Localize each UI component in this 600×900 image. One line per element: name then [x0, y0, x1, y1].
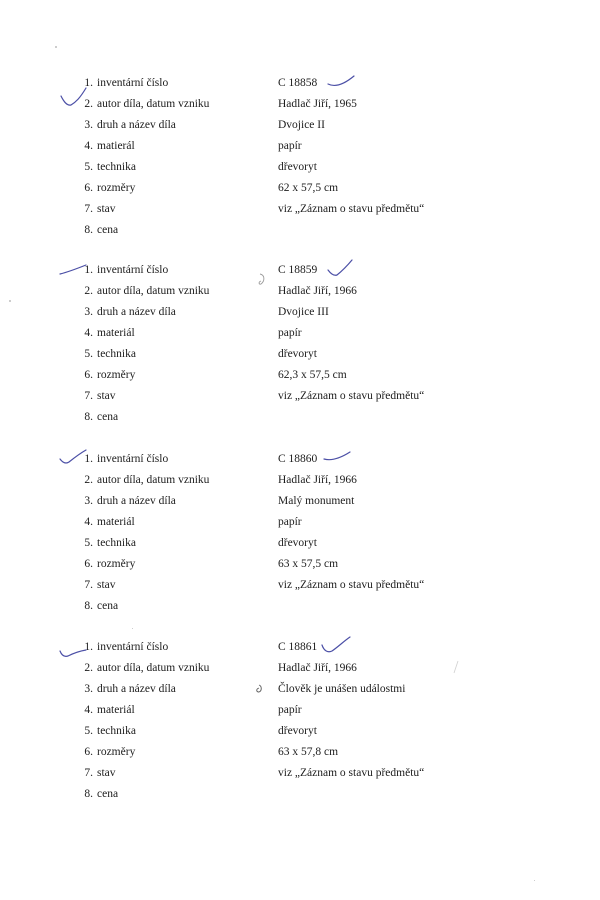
field-value: Hadlač Jiří, 1966: [278, 474, 357, 486]
field-row: [0, 199, 600, 219]
field-label: 2. autor díla, datum vzniku: [84, 474, 210, 486]
field-row: [0, 281, 600, 301]
field-row: [0, 533, 600, 553]
field-row: [0, 449, 600, 469]
field-value: viz „Záznam o stavu předmětu“: [278, 203, 425, 215]
field-value: C 18858: [278, 77, 318, 89]
field-value: Hadlač Jiří, 1965: [278, 98, 357, 110]
field-value: papír: [278, 327, 302, 339]
field-label: 1. inventární číslo: [84, 77, 169, 89]
field-label: 1. inventární číslo: [84, 453, 169, 465]
field-label: 2. autor díla, datum vzniku: [84, 285, 210, 297]
field-row: [0, 470, 600, 490]
field-value: viz „Záznam o stavu předmětu“: [278, 579, 425, 591]
field-row: [0, 157, 600, 177]
scan-speck: [55, 46, 57, 48]
field-row: [0, 386, 600, 406]
field-value: C 18860: [278, 453, 318, 465]
field-label: 5. technika: [84, 348, 136, 360]
field-row: [0, 115, 600, 135]
field-label: 4. matierál: [84, 140, 135, 152]
field-value: dřevoryt: [278, 161, 317, 173]
field-row: [0, 365, 600, 385]
field-label: 4. materiál: [84, 704, 135, 716]
field-label: 1. inventární číslo: [84, 264, 169, 276]
field-row: [0, 94, 600, 114]
field-value: Hadlač Jiří, 1966: [278, 662, 357, 674]
field-row: [0, 575, 600, 595]
field-row: [0, 658, 600, 678]
field-value: Dvojice II: [278, 119, 325, 131]
field-row: [0, 763, 600, 783]
field-row: [0, 700, 600, 720]
field-label: 4. materiál: [84, 516, 135, 528]
field-value: 63 x 57,8 cm: [278, 746, 339, 758]
scan-speck: [534, 880, 535, 881]
field-label: 6. rozměry: [84, 746, 136, 758]
field-label: 3. druh a název díla: [84, 306, 176, 318]
field-value: Dvojice III: [278, 306, 329, 318]
field-value: Hadlač Jiří, 1966: [278, 285, 357, 297]
field-value: C 18859: [278, 264, 318, 276]
field-row: [0, 721, 600, 741]
field-row: [0, 742, 600, 762]
field-row: [0, 637, 600, 657]
field-label: 6. rozměry: [84, 369, 136, 381]
field-label: 6. rozměry: [84, 558, 136, 570]
field-label: 7. stav: [84, 203, 116, 215]
field-label: 7. stav: [84, 579, 116, 591]
field-label: 8. cena: [84, 600, 119, 612]
field-value: papír: [278, 140, 302, 152]
field-row: [0, 178, 600, 198]
field-label: 2. autor díla, datum vzniku: [84, 662, 210, 674]
field-row: [0, 73, 600, 93]
field-value: 63 x 57,5 cm: [278, 558, 339, 570]
field-label: 2. autor díla, datum vzniku: [84, 98, 210, 110]
field-row: [0, 407, 600, 427]
field-label: 5. technika: [84, 161, 136, 173]
field-value: Malý monument: [278, 495, 355, 507]
field-label: 8. cena: [84, 411, 119, 423]
field-value: viz „Záznam o stavu předmětu“: [278, 767, 425, 779]
field-label: 5. technika: [84, 537, 136, 549]
field-row: [0, 679, 600, 699]
field-value: papír: [278, 704, 302, 716]
field-value: 62 x 57,5 cm: [278, 182, 339, 194]
field-label: 7. stav: [84, 767, 116, 779]
field-row: [0, 344, 600, 364]
field-value: dřevoryt: [278, 537, 317, 549]
field-row: [0, 260, 600, 280]
field-row: [0, 323, 600, 343]
field-value: Člověk je unášen událostmi: [278, 683, 406, 695]
field-label: 1. inventární číslo: [84, 641, 169, 653]
field-label: 7. stav: [84, 390, 116, 402]
field-row: [0, 491, 600, 511]
field-row: [0, 220, 600, 240]
field-row: [0, 784, 600, 804]
field-label: 8. cena: [84, 788, 119, 800]
field-row: [0, 554, 600, 574]
scan-speck: [132, 628, 133, 629]
field-value: viz „Záznam o stavu předmětu“: [278, 390, 425, 402]
field-label: 3. druh a název díla: [84, 683, 176, 695]
field-label: 5. technika: [84, 725, 136, 737]
field-row: [0, 512, 600, 532]
field-value: 62,3 x 57,5 cm: [278, 369, 347, 381]
field-label: 4. materiál: [84, 327, 135, 339]
field-label: 8. cena: [84, 224, 119, 236]
field-row: [0, 136, 600, 156]
field-value: dřevoryt: [278, 348, 317, 360]
field-value: C 18861: [278, 641, 318, 653]
field-value: papír: [278, 516, 302, 528]
field-value: dřevoryt: [278, 725, 317, 737]
field-row: [0, 596, 600, 616]
scan-speck: [9, 300, 11, 302]
field-label: 3. druh a název díla: [84, 119, 176, 131]
field-row: [0, 302, 600, 322]
field-label: 3. druh a název díla: [84, 495, 176, 507]
field-label: 6. rozměry: [84, 182, 136, 194]
